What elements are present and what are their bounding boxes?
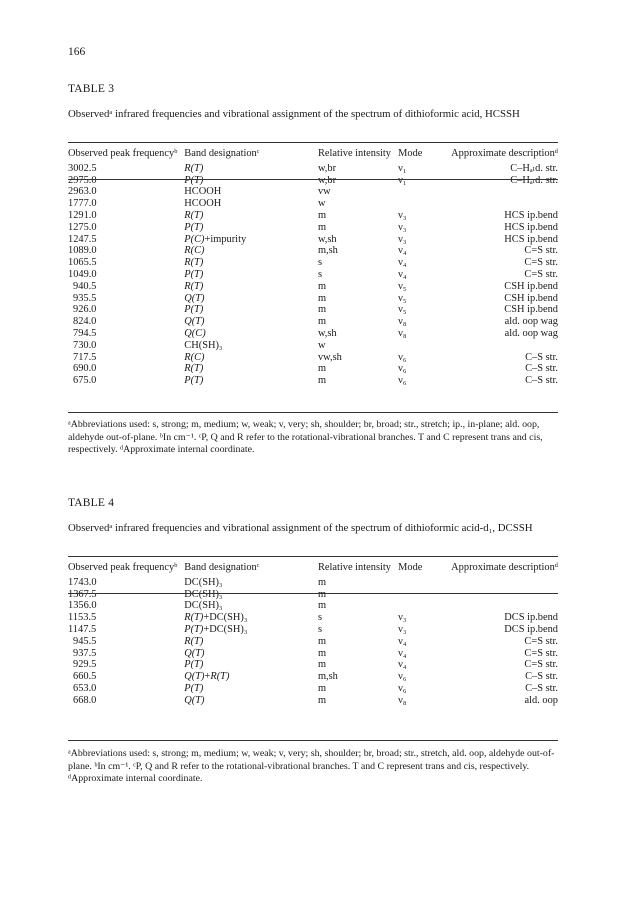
description-cell: C–S str. <box>525 363 558 375</box>
header-intensity: Relative intensity <box>317 148 391 159</box>
description-cell: DCS ip.bend <box>504 623 558 635</box>
intensity-cell: m <box>317 280 327 292</box>
table-4-caption: Observedᵃ infrared frequencies and vibrational assignment of the spectrum of dithioformic acid-d₁, DCSSH <box>68 522 533 534</box>
header-frequency: Observed peak frequencyᵇ <box>68 562 178 573</box>
intensity-cell: vw <box>317 186 331 198</box>
description-cell <box>451 600 558 612</box>
band-cell: R(T) <box>184 257 204 269</box>
mode-cell: ν₅ <box>398 304 407 316</box>
description-cell: CSH ip.bend <box>504 280 558 292</box>
table-row <box>68 304 558 316</box>
description-cell: C–S str. <box>525 351 558 363</box>
page-number: 166 <box>68 46 86 58</box>
band-cell: P(T) <box>184 174 204 186</box>
intensity-cell: m <box>317 682 327 694</box>
intensity-cell: m <box>317 221 327 233</box>
table-4-top-rule <box>68 556 558 557</box>
table-row <box>68 328 558 340</box>
mode-cell <box>398 198 451 210</box>
frequency-cell: 937.5 <box>73 647 97 659</box>
band-cell: P(T)+DC(SH)₃ <box>184 623 248 635</box>
table-row <box>68 175 558 187</box>
table-row <box>68 659 558 671</box>
mode-cell: ν₄ <box>398 245 407 257</box>
mode-cell <box>398 600 451 612</box>
description-cell: ald. oop <box>524 694 558 706</box>
band-cell: DC(SH)₃ <box>184 588 223 600</box>
frequency-cell: 940.5 <box>73 280 97 292</box>
table-row <box>68 636 558 648</box>
mode-cell <box>398 340 451 352</box>
frequency-cell: 2963.0 <box>68 186 97 198</box>
table-row <box>68 671 558 683</box>
intensity-cell: s <box>317 623 322 635</box>
frequency-cell: 1247.5 <box>68 233 97 245</box>
mode-cell: ν₈ <box>398 327 407 339</box>
mode-cell: ν₄ <box>398 257 407 269</box>
mode-cell: ν₃ <box>398 221 407 233</box>
description-cell <box>451 589 558 601</box>
description-cell: C=S str. <box>524 635 558 647</box>
frequency-cell: 794.5 <box>73 327 97 339</box>
frequency-cell: 2975.0 <box>68 174 97 186</box>
table-3-footnote: ᵃAbbreviations used: s, strong; m, medium; w, weak; v, very; sh, shoulder; br, broad; str., stretch; ip., in-plane; ald. oop, aldehyde out-of-plane. ᵇIn cm⁻¹. ᶜP, Q and R refer to the rotational-vibrational branches. T and C represent trans and cis, respectively. ᵈApproximate internal coordinate. <box>68 419 543 456</box>
frequency-cell: 1777.0 <box>68 198 97 210</box>
table-4-label: TABLE 4 <box>68 497 115 509</box>
header-mode: Mode <box>398 148 423 159</box>
mode-cell: ν₄ <box>398 659 407 671</box>
description-cell: C=S str. <box>524 257 558 269</box>
band-cell: R(T)+DC(SH)₃ <box>184 612 248 624</box>
table-row <box>68 257 558 269</box>
table-4-header-rule <box>68 593 558 594</box>
table-row <box>68 577 558 589</box>
frequency-cell: 1049.0 <box>68 268 97 280</box>
table-3 <box>68 148 558 387</box>
intensity-cell: w <box>317 339 326 351</box>
table-row <box>68 375 558 387</box>
frequency-cell: 675.0 <box>73 375 97 387</box>
table-4 <box>68 562 558 707</box>
frequency-cell: 1153.5 <box>68 612 97 624</box>
band-cell: Q(T) <box>184 316 205 328</box>
table-3-header-row <box>68 148 558 163</box>
intensity-cell: m <box>317 647 327 659</box>
mode-cell: ν₆ <box>398 682 407 694</box>
table-3-body <box>68 163 558 387</box>
frequency-cell: 1291.0 <box>68 209 97 221</box>
band-cell: CH(SH)₃ <box>184 339 223 351</box>
intensity-cell: w <box>317 198 326 210</box>
intensity-cell: m,sh <box>317 671 338 683</box>
band-cell: R(T) <box>184 363 204 375</box>
intensity-cell: m <box>317 209 327 221</box>
band-cell: R(C) <box>184 245 205 257</box>
mode-cell: ν₁ <box>398 162 407 174</box>
table-4-bottom-rule <box>68 740 558 741</box>
table-row <box>68 624 558 636</box>
frequency-cell: 926.0 <box>73 304 97 316</box>
intensity-cell: m <box>317 375 327 387</box>
mode-cell: ν₆ <box>398 363 407 375</box>
description-cell <box>451 186 558 198</box>
table-4-body <box>68 577 558 707</box>
mode-cell: ν₃ <box>398 233 407 245</box>
intensity-cell: m <box>317 316 327 328</box>
frequency-cell: 668.0 <box>73 694 97 706</box>
mode-cell: ν₃ <box>398 623 407 635</box>
frequency-cell: 1356.0 <box>68 600 97 612</box>
mode-cell <box>398 589 451 601</box>
table-row <box>68 198 558 210</box>
table-4-header-row <box>68 562 558 577</box>
table-row <box>68 695 558 707</box>
table-row <box>68 352 558 364</box>
mode-cell: ν₈ <box>398 316 407 328</box>
frequency-cell: 717.5 <box>73 351 97 363</box>
band-cell: R(C) <box>184 351 205 363</box>
description-cell: C=S str. <box>524 245 558 257</box>
band-cell: P(T) <box>184 304 204 316</box>
frequency-cell: 945.5 <box>73 635 97 647</box>
mode-cell: ν₆ <box>398 671 407 683</box>
intensity-cell: s <box>317 612 322 624</box>
header-description: Approximate descriptionᵈ <box>451 562 558 573</box>
band-cell: HCOOH <box>184 198 222 210</box>
mode-cell: ν₄ <box>398 647 407 659</box>
description-cell: HCS ip.bend <box>504 209 558 221</box>
intensity-cell: s <box>317 268 322 280</box>
table-row <box>68 281 558 293</box>
frequency-cell: 690.0 <box>73 363 97 375</box>
table-row <box>68 234 558 246</box>
table-row <box>68 293 558 305</box>
band-cell: Q(C) <box>184 327 206 339</box>
band-cell: R(T) <box>184 635 204 647</box>
frequency-cell: 1147.5 <box>68 623 97 635</box>
band-cell: Q(T) <box>184 694 205 706</box>
intensity-cell: s <box>317 257 322 269</box>
mode-cell: ν₆ <box>398 351 407 363</box>
description-cell: C–Hₐₗd. str. <box>510 162 558 174</box>
band-cell: P(T) <box>184 682 204 694</box>
description-cell: ald. oop wag <box>504 327 558 339</box>
table-4-footnote: ᵃAbbreviations used: s, strong; m, medium; w, weak; v, very; sh, shoulder; br, broad; str., stretch, ald. oop, aldehyde out-of-plane. ᵇIn cm⁻¹. ᶜP, Q and R refer to the rotational-vibrational branches. T and C represent trans and cis, respectively. ᵈApproximate internal coordinate. <box>68 748 555 785</box>
frequency-cell: 653.0 <box>73 682 97 694</box>
band-cell: R(T) <box>184 280 204 292</box>
table-3-top-rule <box>68 142 558 143</box>
intensity-cell: m <box>317 292 327 304</box>
intensity-cell: vw,sh <box>317 351 342 363</box>
description-cell <box>451 198 558 210</box>
intensity-cell: m,sh <box>317 245 338 257</box>
table-row <box>68 316 558 328</box>
table-3-header-rule <box>68 179 558 180</box>
frequency-cell: 1275.0 <box>68 221 97 233</box>
frequency-cell: 730.0 <box>73 339 97 351</box>
band-cell: HCOOH <box>184 186 222 198</box>
table-row <box>68 363 558 375</box>
description-cell: CSH ip.bend <box>504 292 558 304</box>
band-cell: P(T) <box>184 659 204 671</box>
table-row <box>68 222 558 234</box>
mode-cell: ν₃ <box>398 612 407 624</box>
frequency-cell: 660.5 <box>73 671 97 683</box>
frequency-cell: 1743.0 <box>68 576 97 588</box>
band-cell: DC(SH)₃ <box>184 576 223 588</box>
table-3-bottom-rule <box>68 412 558 413</box>
header-band: Band designationᶜ <box>184 148 260 159</box>
description-cell: C=S str. <box>524 659 558 671</box>
table-row <box>68 245 558 257</box>
frequency-cell: 1367.5 <box>68 588 97 600</box>
band-cell: Q(T)+R(T) <box>184 671 230 683</box>
band-cell: R(T) <box>184 209 204 221</box>
description-cell <box>451 340 558 352</box>
intensity-cell: w,br <box>317 174 337 186</box>
intensity-cell: w,sh <box>317 327 337 339</box>
table-row <box>68 340 558 352</box>
description-cell: DCS ip.bend <box>504 612 558 624</box>
frequency-cell: 3002.5 <box>68 162 97 174</box>
table-row <box>68 210 558 222</box>
intensity-cell: w,sh <box>317 233 337 245</box>
mode-cell: ν₁ <box>398 174 407 186</box>
frequency-cell: 1089.0 <box>68 245 97 257</box>
description-cell: HCS ip.bend <box>504 221 558 233</box>
description-cell: C–Hₐₗd. str. <box>510 174 558 186</box>
mode-cell: ν₆ <box>398 375 407 387</box>
mode-cell <box>398 577 451 589</box>
description-cell: C–S str. <box>525 671 558 683</box>
header-mode: Mode <box>398 562 423 573</box>
table-3-label: TABLE 3 <box>68 83 115 95</box>
table-row <box>68 648 558 660</box>
intensity-cell: m <box>317 588 327 600</box>
header-band: Band designationᶜ <box>184 562 260 573</box>
header-frequency: Observed peak frequencyᵇ <box>68 148 178 159</box>
intensity-cell: m <box>317 576 327 588</box>
table-row <box>68 186 558 198</box>
intensity-cell: m <box>317 694 327 706</box>
description-cell: C=S str. <box>524 268 558 280</box>
intensity-cell: m <box>317 363 327 375</box>
band-cell: P(T) <box>184 268 204 280</box>
intensity-cell: m <box>317 635 327 647</box>
frequency-cell: 824.0 <box>73 316 97 328</box>
header-intensity: Relative intensity <box>317 562 391 573</box>
band-cell: P(T) <box>184 375 204 387</box>
mode-cell: ν₄ <box>398 268 407 280</box>
description-cell: ald. oop wag <box>504 316 558 328</box>
band-cell: Q(T) <box>184 647 205 659</box>
header-description: Approximate descriptionᵈ <box>451 148 558 159</box>
frequency-cell: 935.5 <box>73 292 97 304</box>
band-cell: R(T) <box>184 162 204 174</box>
description-cell: C–S str. <box>525 375 558 387</box>
description-cell <box>451 577 558 589</box>
description-cell: C–S str. <box>525 682 558 694</box>
table-row <box>68 683 558 695</box>
mode-cell <box>398 186 451 198</box>
description-cell: C=S str. <box>524 647 558 659</box>
description-cell: CSH ip.bend <box>504 304 558 316</box>
intensity-cell: w,br <box>317 162 337 174</box>
intensity-cell: m <box>317 600 327 612</box>
intensity-cell: m <box>317 304 327 316</box>
band-cell: P(T) <box>184 221 204 233</box>
mode-cell: ν₄ <box>398 635 407 647</box>
band-cell: P(C)+impurity <box>184 233 247 245</box>
table-3-caption: Observedᵃ infrared frequencies and vibrational assignment of the spectrum of dithioformic acid, HCSSH <box>68 108 520 120</box>
table-row <box>68 589 558 601</box>
frequency-cell: 929.5 <box>73 659 97 671</box>
table-row <box>68 612 558 624</box>
table-row <box>68 600 558 612</box>
mode-cell: ν₈ <box>398 694 407 706</box>
mode-cell: ν₅ <box>398 280 407 292</box>
table-row <box>68 269 558 281</box>
mode-cell: ν₃ <box>398 209 407 221</box>
band-cell: DC(SH)₃ <box>184 600 223 612</box>
band-cell: Q(T) <box>184 292 205 304</box>
table-row <box>68 163 558 175</box>
frequency-cell: 1065.5 <box>68 257 97 269</box>
intensity-cell: m <box>317 659 327 671</box>
description-cell: HCS ip.bend <box>504 233 558 245</box>
mode-cell: ν₅ <box>398 292 407 304</box>
